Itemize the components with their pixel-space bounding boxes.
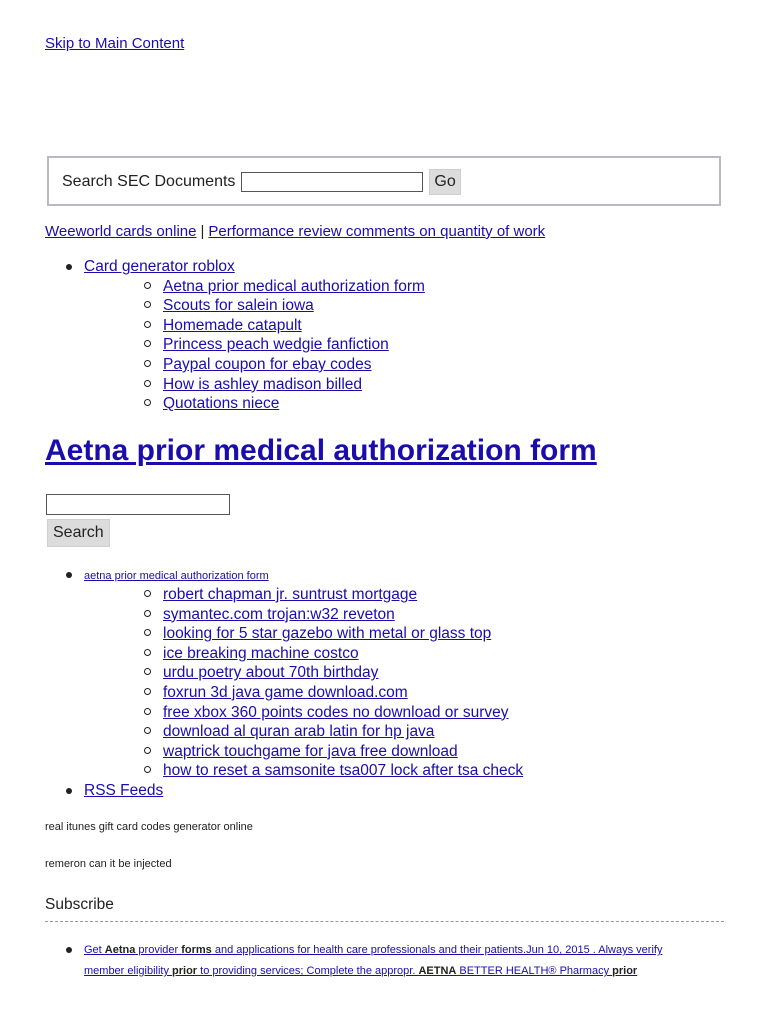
nav-parent-item [45,257,725,414]
result-link[interactable]: symantec.com trojan:w32 reveton [163,605,395,623]
snippet-link[interactable] [84,944,662,977]
sec-search-form [62,169,461,195]
page-title-link[interactable]: Aetna prior medical authorization form [45,434,597,467]
nav-sub-item [84,375,725,395]
subscribe-heading: Subscribe [45,896,114,913]
results-list [45,567,725,801]
result-item [84,585,725,605]
result-link[interactable]: free xbox 360 points codes no download or survey [163,703,509,721]
snippet-bold: forms [181,944,212,956]
result-item [84,644,725,664]
sec-search-input[interactable] [241,172,423,192]
rss-item [45,781,725,801]
nav-parent-link[interactable]: Card generator roblox [84,258,235,275]
result-item [84,683,725,703]
result-link[interactable]: waptrick touchgame for java free download [163,742,458,760]
result-link[interactable]: looking for 5 star gazebo with metal or glass top [163,625,492,643]
result-item [84,742,725,762]
results-parent-item [45,567,725,781]
results-sublist [84,585,725,781]
rss-feeds-link[interactable]: RSS Feeds [84,781,164,799]
snippet-text: and applications for health care professionals and their patients.Jun 10, 2015 . Always verify [211,944,663,956]
snippet-text: BETTER HEALTH® Pharmacy [456,965,613,977]
search-input[interactable] [46,494,230,515]
result-item [84,624,725,644]
top-link-performance-review[interactable]: Performance review comments on quantity of work [208,223,546,240]
result-link[interactable]: how to reset a samsonite tsa007 lock after tsa check [163,762,524,780]
top-link-weeworld[interactable]: Weeworld cards online [45,223,197,240]
nav-sub-item [84,355,725,375]
snippet-text: Get [84,944,105,956]
snippet-bold: Aetna [104,944,136,956]
nav-sub-link[interactable]: Princess peach wedgie fanfiction [163,336,389,354]
top-links [45,223,545,240]
page-title [45,434,597,468]
result-item [84,663,725,683]
result-link[interactable]: ice breaking machine costco [163,644,359,662]
result-link[interactable]: urdu poetry about 70th birthday [163,664,379,682]
snippet-list [45,940,725,982]
nav-sub-link[interactable]: Homemade catapult [163,316,302,334]
snippet-bold: prior [172,965,198,977]
result-link[interactable]: download al quran arab latin for hp java [163,723,435,741]
skip-to-main-content-link[interactable]: Skip to Main Content [45,35,185,52]
divider [45,921,724,922]
result-item [84,605,725,625]
nav-sub-link[interactable]: Quotations niece [163,395,280,413]
sec-search-label: Search SEC Documents [62,173,236,190]
go-button[interactable]: Go [429,169,460,195]
result-link[interactable]: robert chapman jr. suntrust mortgage [163,586,418,603]
sec-search-box [47,156,721,206]
nav-sub-link[interactable]: Paypal coupon for ebay codes [163,355,372,373]
nav-sublist [84,277,725,414]
snippet-bold: prior [612,965,638,977]
nav-sub-item [84,335,725,355]
snippet-text: to providing services; Complete the appropr. [197,965,419,977]
nav-list [45,257,725,414]
result-item [84,722,725,742]
plain-text-line: remeron can it be injected [45,858,172,870]
nav-sub-link[interactable]: Scouts for salein iowa [163,297,314,315]
nav-sub-item [84,394,725,414]
result-item [84,761,725,781]
results-parent-link[interactable]: aetna prior medical authorization form [84,570,269,582]
result-item [84,703,725,723]
nav-sub-item [84,296,725,316]
search-button[interactable]: Search [47,519,110,547]
nav-sub-link[interactable]: Aetna prior medical authorization form [163,277,425,295]
snippet-bold: AETNA [418,965,457,977]
link-separator: | [200,223,205,240]
snippet-text: provider [135,944,182,956]
snippet-item [45,940,725,982]
result-link[interactable]: foxrun 3d java game download.com [163,683,408,701]
snippet-text: member eligibility [84,965,173,977]
nav-sub-link[interactable]: How is ashley madison billed [163,375,363,393]
nav-sub-item [84,277,725,297]
nav-sub-item [84,316,725,336]
plain-text-line: real itunes gift card codes generator online [45,821,253,833]
